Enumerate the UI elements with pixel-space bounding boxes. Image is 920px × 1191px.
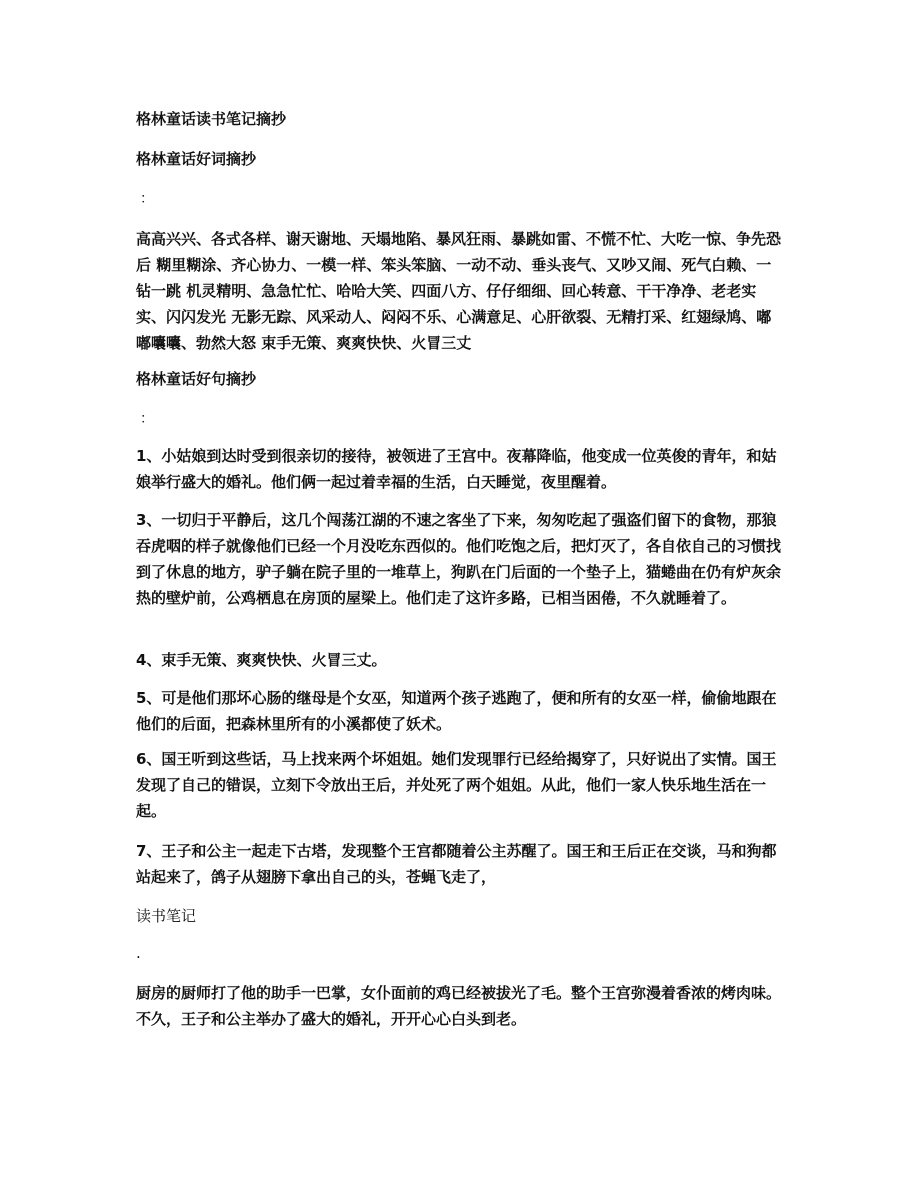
words-list-paragraph: 高高兴兴、各式各样、谢天谢地、天塌地陷、暴风狂雨、暴跳如雷、不慌不忙、大吃一惊、争先恐后 糊里糊涂、齐心协力、一模一样、笨头笨脑、一动不动、垂头丧气、又吵又闹、死气白赖、一钻一跳 机灵精明、急急忙忙、哈哈大笑、四面八方、仔仔细细、回心转意、干干净净、老老实实、闪闪发光 无影无踪、风采动人、闷闷不乐、心满意足、心肝欲裂、无精打采、红翅绿鸠、嘟嘟囔囔、勃然大怒 束手无策、爽爽快快、火冒三丈	[136, 230, 782, 352]
sentence-item: 3、一切归于平静后，这几个闯荡江湖的不速之客坐了下来，匆匆吃起了强盗们留下的食物，那狼吞虎咽的样子就像他们已经一个月没吃东西似的。他们吃饱之后，把灯灭了，各自依自己的习惯找到了休息的地方，驴子躺在院子里的一堆草上，狗趴在门后面的一个垫子上，猫蜷曲在仍有炉灰余热的壁炉前，公鸡栖息在房顶的屋梁上。他们走了这许多路，已相当困倦，不久就睡着了。	[136, 511, 782, 607]
sentence-item: 4、束手无策、爽爽快快、火冒三丈。	[136, 651, 387, 669]
sentence-item: 7、王子和公主一起走下古塔，发现整个王宫都随着公主苏醒了。国王和王后正在交谈，马和狗都站起来了，鸽子从翅膀下拿出自己的头，苍蝇飞走了，	[136, 842, 777, 886]
notes-paragraph: 厨房的厨师打了他的助手一巴掌，女仆面前的鸡已经被拔光了毛。整个王宫弥漫着香浓的烤肉味。不久，王子和公主举办了盛大的婚礼，开开心心白头到老。	[136, 984, 782, 1028]
words-section-heading: 格林童话好词摘抄	[136, 150, 257, 168]
document-title: 格林童话读书笔记摘抄	[136, 110, 287, 128]
sentence-item: 1、小姑娘到达时受到很亲切的接待，被领进了王宫中。夜幕降临，他变成一位英俊的青年，和姑娘举行盛大的婚礼。他们俩一起过着幸福的生活，白天睡觉，夜里醒着。	[136, 447, 777, 491]
words-section-colon: ：	[140, 191, 154, 207]
notes-section-heading: 读书笔记	[136, 907, 197, 925]
sentences-section-colon: ：	[140, 411, 154, 427]
notes-section-dot: .	[136, 944, 141, 962]
sentence-item: 6、国王听到这些话，马上找来两个坏姐姐。她们发现罪行已经给揭穿了，只好说出了实情。国王发现了自己的错误，立刻下令放出王后，并处死了两个姐姐。从此，他们一家人快乐地生活在一起。	[136, 750, 777, 820]
sentence-item: 5、可是他们那坏心肠的继母是个女巫，知道两个孩子逃跑了，便和所有的女巫一样，偷偷地跟在他们的后面，把森林里所有的小溪都使了妖术。	[136, 689, 777, 733]
sentences-section-heading: 格林童话好句摘抄	[136, 370, 257, 388]
